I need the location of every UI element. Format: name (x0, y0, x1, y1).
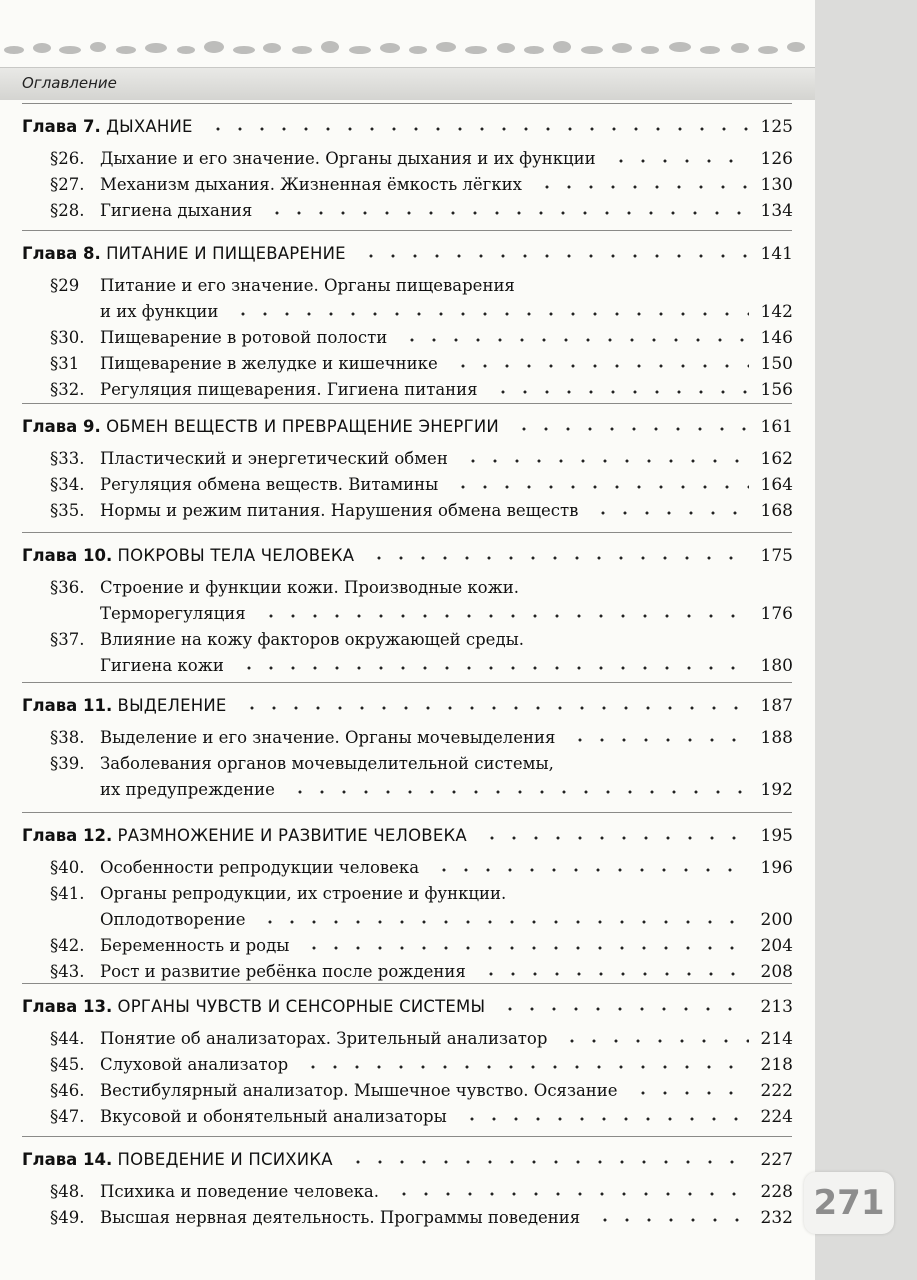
leader-dots (448, 479, 749, 495)
paragraph-row[interactable] (0, 201, 815, 225)
paragraph-row[interactable] (0, 1208, 815, 1232)
chapter-title: ПОКРОВЫ ТЕЛА ЧЕЛОВЕКА (117, 546, 355, 565)
page-edge-strip (815, 0, 917, 1280)
paragraph-title: Понятие об анализаторах. Зрительный анализатор (100, 1029, 548, 1048)
paragraph-number: §41. (50, 884, 85, 903)
paragraph-number: §39. (50, 754, 85, 773)
chapter-page: 195 (760, 826, 793, 846)
chapter-separator (22, 403, 792, 404)
paragraph-text (50, 475, 438, 494)
paragraph-title: Регуляция пищеварения. Гигиена питания (100, 380, 478, 399)
paragraph-number: §29 (50, 276, 80, 295)
paragraph-text (50, 354, 438, 373)
paragraph-number: §47. (50, 1107, 85, 1126)
paragraph-row[interactable] (0, 936, 815, 960)
paragraph-text (50, 936, 289, 955)
chapter-row[interactable] (0, 997, 815, 1021)
paragraph-number: §36. (50, 578, 85, 597)
paragraph-page: 168 (760, 501, 793, 521)
paragraph-number: §31 (50, 354, 80, 373)
chapter-label (22, 826, 467, 845)
chapter-page: 141 (760, 244, 793, 264)
leader-dots (488, 384, 749, 400)
chapter-label (22, 696, 227, 715)
chapter-label (22, 1150, 333, 1169)
paragraph-row[interactable] (0, 449, 815, 473)
paragraph-page: 134 (760, 201, 793, 221)
chapter-row[interactable] (0, 826, 815, 850)
chapter-title: ОБМЕН ВЕЩЕСТВ И ПРЕВРАЩЕНИЕ ЭНЕРГИИ (106, 417, 499, 436)
paragraph-text (50, 1055, 288, 1074)
paragraph-number: §40. (50, 858, 85, 877)
chapter-separator (22, 532, 792, 533)
paragraph-title: Регуляция обмена веществ. Витамины (100, 475, 439, 494)
paragraph-row[interactable] (0, 1107, 815, 1131)
paragraph-page: 162 (760, 449, 793, 469)
paragraph-row[interactable] (0, 1081, 815, 1105)
paragraph-title: Влияние на кожу факторов окружающей среды. (100, 630, 524, 649)
paragraph-number: §43. (50, 962, 85, 981)
leader-dots (606, 153, 749, 169)
paragraph-row[interactable] (0, 858, 815, 882)
paragraph-row[interactable] (0, 1055, 815, 1079)
paragraph-number: §44. (50, 1029, 85, 1048)
paragraph-row[interactable] (0, 380, 815, 404)
paragraph-text (50, 858, 419, 877)
paragraph-title: Органы репродукции, их строение и функции. (100, 884, 507, 903)
chapter-separator (22, 682, 792, 683)
paragraph-title: Психика и поведение человека. (100, 1182, 380, 1201)
paragraph-row[interactable] (0, 728, 815, 752)
paragraph-page: 150 (760, 354, 793, 374)
paragraph-page: 126 (760, 149, 793, 169)
leader-dots (364, 550, 749, 566)
paragraph-row[interactable] (0, 1029, 815, 1053)
paragraph-text (50, 276, 515, 295)
chapter-page: 175 (760, 546, 793, 566)
paragraph-text (50, 884, 506, 903)
chapter-prefix: Глава 10. (22, 546, 113, 565)
paragraph-page: 232 (760, 1208, 793, 1228)
paragraph-title: Слуховой анализатор (100, 1055, 289, 1074)
leader-dots (255, 914, 749, 930)
chapter-page: 213 (760, 997, 793, 1017)
chapter-page: 187 (760, 696, 793, 716)
chapter-row[interactable] (0, 546, 815, 570)
paragraph-title: Дыхание и его значение. Органы дыхания и их функции (100, 149, 596, 168)
paragraph-number: §46. (50, 1081, 85, 1100)
paragraph-text (50, 754, 554, 773)
page-number: 271 (804, 1172, 894, 1234)
paragraph-text (50, 380, 478, 399)
paragraph-text (50, 449, 448, 468)
chapter-prefix: Глава 13. (22, 997, 113, 1016)
leader-dots (343, 1154, 749, 1170)
paragraph-page: 200 (760, 910, 793, 930)
paragraph-row[interactable] (0, 1182, 815, 1206)
paragraph-text (50, 1208, 580, 1227)
paragraph-title-continued: Оплодотворение (100, 910, 246, 929)
paragraph-row[interactable] (0, 501, 815, 525)
paragraph-number: §37. (50, 630, 85, 649)
paragraph-number: §32. (50, 380, 85, 399)
chapter-title: РАЗМНОЖЕНИЕ И РАЗВИТИЕ ЧЕЛОВЕКА (117, 826, 467, 845)
paragraph-title: Высшая нервная деятельность. Программы поведения (100, 1208, 581, 1227)
paragraph-title: Строение и функции кожи. Производные кожи. (100, 578, 520, 597)
paragraph-row[interactable] (0, 630, 815, 654)
leader-dots (397, 332, 749, 348)
chapter-label (22, 117, 193, 136)
paragraph-number: §49. (50, 1208, 85, 1227)
chapter-label (22, 546, 354, 565)
chapter-title: ВЫДЕЛЕНИЕ (117, 696, 227, 715)
chapter-prefix: Глава 12. (22, 826, 113, 845)
chapter-page: 125 (760, 117, 793, 137)
paragraph-text (50, 328, 387, 347)
paragraph-text (50, 201, 252, 220)
paragraph-number: §27. (50, 175, 85, 194)
paragraph-text (50, 630, 524, 649)
leader-dots (389, 1186, 749, 1202)
chapter-separator (22, 103, 792, 104)
paragraph-title: Вкусовой и обонятельный анализаторы (100, 1107, 447, 1126)
leader-dots (590, 1212, 749, 1228)
chapter-row[interactable] (0, 1150, 815, 1174)
chapter-separator (22, 983, 792, 984)
paragraph-title: Пищеварение в ротовой полости (100, 328, 388, 347)
paragraph-number: §42. (50, 936, 85, 955)
leader-dots (628, 1085, 749, 1101)
paragraph-number: §45. (50, 1055, 85, 1074)
paragraph-title-continued: их предупреждение (100, 780, 275, 799)
leader-dots (477, 830, 749, 846)
paragraph-text (50, 962, 466, 981)
chapter-label (22, 997, 485, 1016)
paragraph-page: 218 (760, 1055, 793, 1075)
paragraph-text (50, 149, 596, 168)
chapter-row[interactable] (0, 696, 815, 720)
leader-dots (262, 205, 749, 221)
paragraph-title: Особенности репродукции человека (100, 858, 420, 877)
paragraph-title: Механизм дыхания. Жизненная ёмкость лёгких (100, 175, 522, 194)
paragraph-row[interactable] (0, 884, 815, 908)
paragraph-title: Рост и развитие ребёнка после рождения (100, 962, 466, 981)
paragraph-text (50, 1182, 379, 1201)
chapter-title: ПОВЕДЕНИЕ И ПСИХИКА (117, 1150, 333, 1169)
leader-dots (298, 1059, 749, 1075)
chapter-prefix: Глава 9. (22, 417, 101, 436)
leader-dots (495, 1001, 749, 1017)
chapter-title: ПИТАНИЕ И ПИЩЕВАРЕНИЕ (106, 244, 346, 263)
paragraph-text (50, 1107, 447, 1126)
leader-dots (228, 306, 749, 322)
paragraph-page: 130 (760, 175, 793, 195)
paragraph-title-continued: и их функции (100, 302, 219, 321)
paragraph-row[interactable] (0, 604, 815, 628)
paragraph-page: 196 (760, 858, 793, 878)
leader-dots (299, 940, 749, 956)
leader-dots (458, 453, 749, 469)
paragraph-page: 176 (760, 604, 793, 624)
paragraph-title: Вестибулярный анализатор. Мышечное чувство. Осязание (100, 1081, 618, 1100)
paragraph-row[interactable] (0, 475, 815, 499)
leader-dots (203, 121, 749, 137)
paragraph-number: §38. (50, 728, 85, 747)
chapter-prefix: Глава 7. (22, 117, 101, 136)
leader-dots (565, 732, 749, 748)
paragraph-title: Гигиена дыхания (100, 201, 253, 220)
chapter-prefix: Глава 14. (22, 1150, 113, 1169)
leader-dots (234, 660, 749, 676)
leader-dots (509, 421, 749, 437)
leader-dots (356, 248, 749, 264)
paragraph-page: 164 (760, 475, 793, 495)
paragraph-row[interactable] (0, 302, 815, 326)
paragraph-row[interactable] (0, 780, 815, 804)
chapter-page: 161 (760, 417, 793, 437)
leader-dots (532, 179, 749, 195)
paragraph-title: Выделение и его значение. Органы мочевыделения (100, 728, 556, 747)
paragraph-row[interactable] (0, 910, 815, 934)
paragraph-text (50, 175, 522, 194)
paragraph-title-continued: Терморегуляция (100, 604, 246, 623)
paragraph-text (50, 1081, 618, 1100)
paragraph-row[interactable] (0, 175, 815, 199)
chapter-row[interactable] (0, 244, 815, 268)
paragraph-page: 156 (760, 380, 793, 400)
paragraph-page: 188 (760, 728, 793, 748)
leader-dots (448, 358, 749, 374)
chapter-row[interactable] (0, 417, 815, 441)
leader-dots (256, 608, 749, 624)
leader-dots (476, 966, 749, 982)
chapter-label (22, 244, 346, 263)
paragraph-page: 204 (760, 936, 793, 956)
paragraph-title: Питание и его значение. Органы пищеварения (100, 276, 515, 295)
paragraph-title: Пищеварение в желудке и кишечнике (100, 354, 438, 373)
chapter-title: ОРГАНЫ ЧУВСТВ И СЕНСОРНЫЕ СИСТЕМЫ (117, 997, 486, 1016)
chapter-separator (22, 230, 792, 231)
paragraph-title: Заболевания органов мочевыделительной системы, (100, 754, 554, 773)
paragraph-number: §48. (50, 1182, 85, 1201)
paragraph-row[interactable] (0, 354, 815, 378)
paragraph-number: §33. (50, 449, 85, 468)
paragraph-row[interactable] (0, 276, 815, 300)
paragraph-page: 208 (760, 962, 793, 982)
leader-dots (457, 1111, 749, 1127)
paragraph-page: 228 (760, 1182, 793, 1202)
leader-dots (285, 784, 749, 800)
paragraph-page: 142 (760, 302, 793, 322)
chapter-row[interactable] (0, 117, 815, 141)
leader-dots (588, 505, 749, 521)
paragraph-row[interactable] (0, 149, 815, 173)
paragraph-title: Нормы и режим питания. Нарушения обмена веществ (100, 501, 579, 520)
leader-dots (557, 1033, 749, 1049)
paragraph-title: Пластический и энергетический обмен (100, 449, 448, 468)
paragraph-page: 214 (760, 1029, 793, 1049)
paragraph-title-continued: Гигиена кожи (100, 656, 224, 675)
leader-dots (429, 862, 749, 878)
paragraph-text (50, 728, 555, 747)
paragraph-row[interactable] (0, 578, 815, 602)
paragraph-page: 192 (760, 780, 793, 800)
paragraph-page: 222 (760, 1081, 793, 1101)
paragraph-row[interactable] (0, 656, 815, 680)
chapter-separator (22, 812, 792, 813)
paragraph-text (50, 578, 519, 597)
paragraph-text (50, 501, 578, 520)
paragraph-row[interactable] (0, 328, 815, 352)
paragraph-page: 224 (760, 1107, 793, 1127)
paragraph-page: 180 (760, 656, 793, 676)
chapter-prefix: Глава 8. (22, 244, 101, 263)
paragraph-page: 146 (760, 328, 793, 348)
paragraph-number: §34. (50, 475, 85, 494)
header-title: Оглавление (22, 74, 117, 92)
leader-dots (237, 700, 749, 716)
chapter-prefix: Глава 11. (22, 696, 113, 715)
chapter-title: ДЫХАНИЕ (106, 117, 193, 136)
paragraph-number: §28. (50, 201, 85, 220)
chapter-page: 227 (760, 1150, 793, 1170)
paragraph-title: Беременность и роды (100, 936, 290, 955)
paragraph-number: §35. (50, 501, 85, 520)
paragraph-number: §30. (50, 328, 85, 347)
paragraph-number: §26. (50, 149, 85, 168)
chapter-separator (22, 1136, 792, 1137)
paragraph-text (50, 1029, 547, 1048)
paragraph-row[interactable] (0, 754, 815, 778)
chapter-label (22, 417, 499, 436)
